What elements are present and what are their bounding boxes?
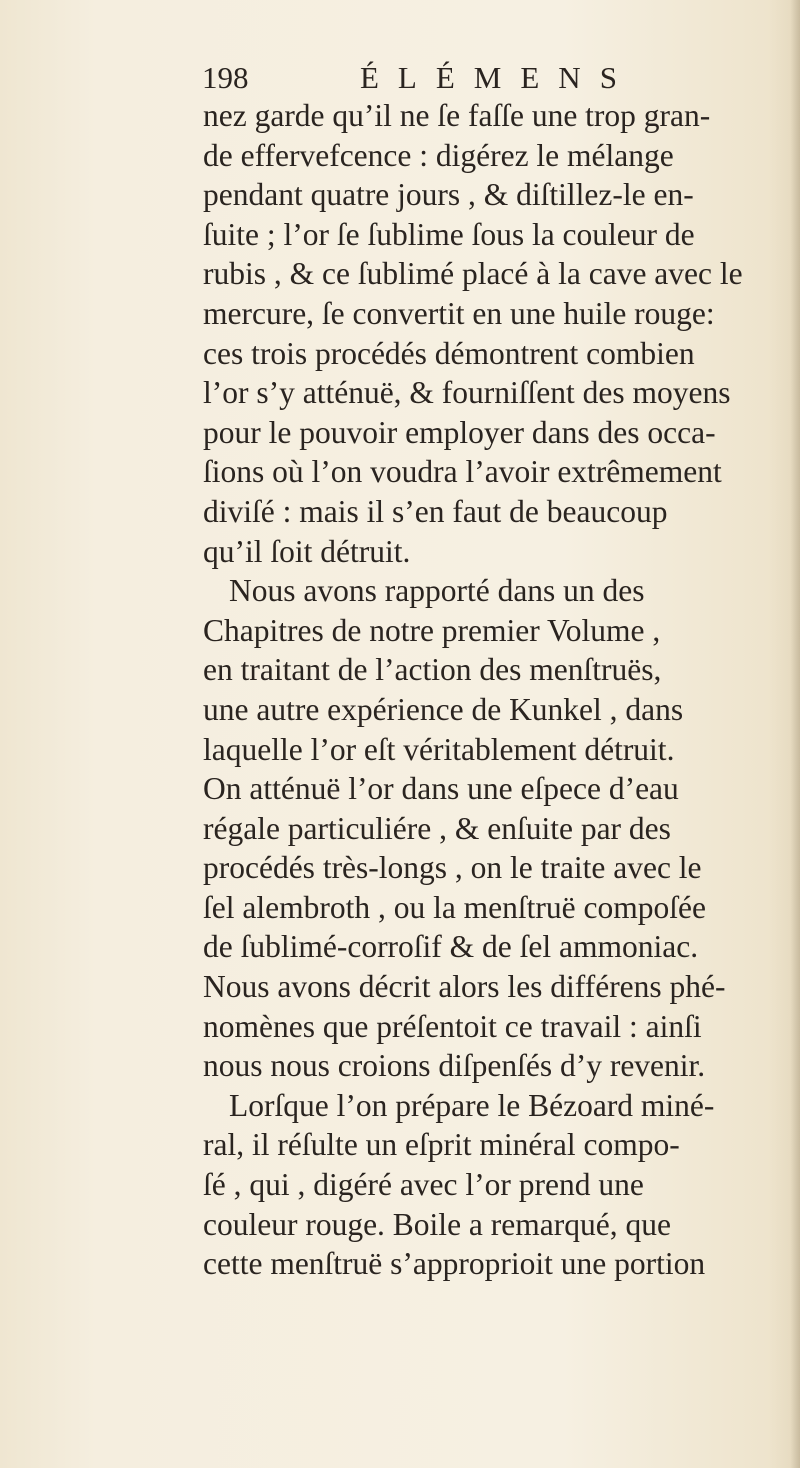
text-line: de effervefcence : digérez le mélange	[203, 137, 674, 173]
text-line: Nous avons rapporté dans un des	[229, 573, 645, 609]
text-line: On atténuë l’or dans une eſpece d’eau	[203, 771, 679, 807]
text-line: cette menſtruë s’approprioit une portion	[203, 1246, 706, 1282]
text-line: ſel alembroth , ou la menſtruë compoſée	[203, 889, 706, 925]
text-line: ſé , qui , digéré avec l’or prend une	[203, 1167, 644, 1203]
text-line: mercure, ſe convertit en une huile rouge:	[203, 295, 715, 331]
running-title: ÉLÉMENS	[360, 60, 636, 95]
text-line: Nous avons décrit alors les différens phé-	[203, 969, 726, 1005]
text-line: en traitant de l’action des menſtruës,	[203, 652, 662, 688]
text-line: régale particuliére , & enſuite par des	[203, 810, 671, 846]
text-line: diviſé : mais il s’en faut de beaucoup	[203, 493, 668, 529]
text-line: ces trois procédés démontrent combien	[203, 335, 695, 371]
text-line: rubis , & ce ſublimé placé à la cave avec le	[203, 256, 743, 292]
text-line: une autre expérience de Kunkel , dans	[203, 691, 684, 727]
text-line: procédés très-longs , on le traite avec le	[203, 850, 702, 886]
text-line: couleur rouge. Boile a remarqué, que	[203, 1206, 671, 1242]
text-line: Chapitres de notre premier Volume ,	[203, 612, 661, 648]
text-line: nez garde qu’il ne ſe faſſe une trop gran-	[203, 98, 711, 133]
text-line: qu’il ſoit détruit.	[203, 533, 411, 569]
text-line: nomènes que préſentoit ce travail : ainſi	[203, 1008, 702, 1044]
text-line: de ſublimé-corroſif & de ſel ammoniac.	[203, 929, 699, 965]
text-line: ſions où l’on voudra l’avoir extrêmement	[203, 454, 722, 490]
text-line: ral, il réſulte un eſprit minéral compo-	[203, 1127, 680, 1163]
page-number: 198	[202, 60, 249, 95]
text-line: ſuite ; l’or ſe ſublime ſous la couleur de	[203, 216, 695, 252]
text-line: laquelle l’or eſt véritablement détruit.	[203, 731, 675, 767]
body-text	[203, 96, 793, 1284]
text-line: l’or s’y atténuë, & fourniſſent des moyens	[203, 375, 731, 411]
text-line: pour le pouvoir employer dans des occa-	[203, 414, 716, 450]
text-line: Lorſque l’on prépare le Bézoard miné-	[229, 1087, 715, 1123]
text-line: nous nous croions diſpenſés d’y revenir.	[203, 1048, 706, 1084]
text-line: pendant quatre jours , & diſtillez-le en-	[203, 177, 694, 213]
page-header	[202, 58, 636, 98]
